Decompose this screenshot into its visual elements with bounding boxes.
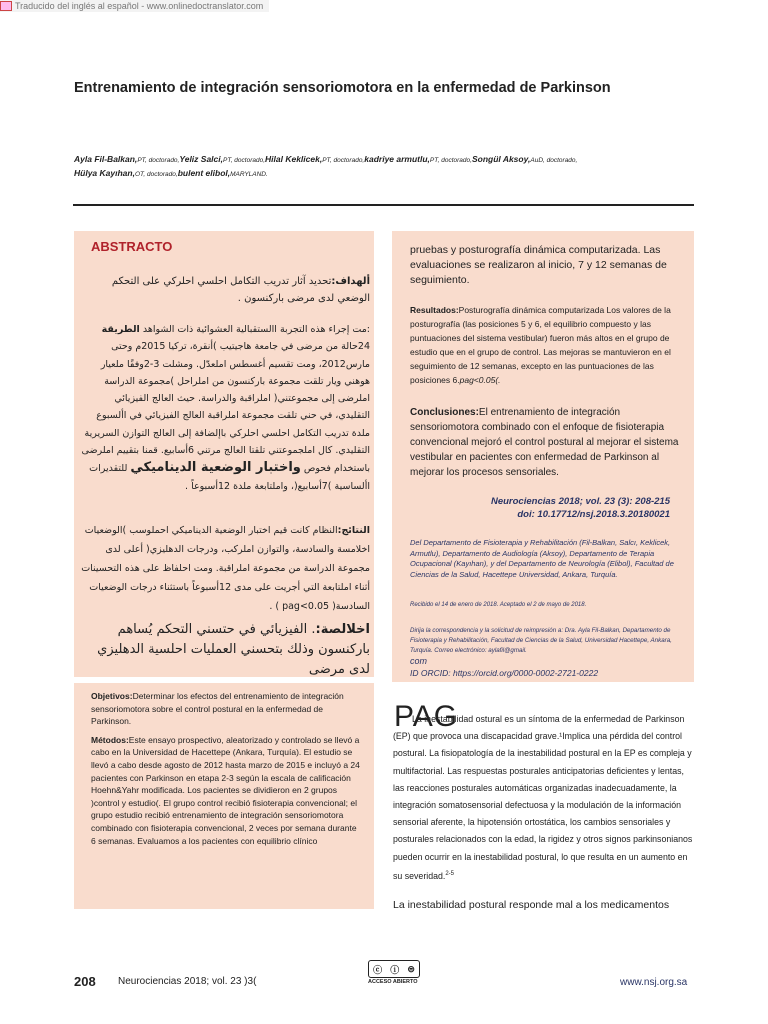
arabic-methods-label: الطريقة bbox=[101, 324, 140, 335]
arabic-objectives-label: ألهداف: bbox=[331, 276, 370, 287]
author-credentials: PT, doctorado, bbox=[222, 157, 266, 164]
author-name: kadriye armutlu, bbox=[364, 154, 430, 164]
body-intro: La inestabilidad ostural es un síntoma de la enfermedad de Parkinson (EP) que provoca una discapacidad grave.¹Implica una pérdida del control postural. La fisiopatología de la inestabilidad postural en la EP es compleja y multifactorial. Las respuestas posturales anticipatorias deficientes y lentas, las reacciones posturales automáticas organizadas inadecuadamente, la integración somatosensorial defectuosa y la modulación de la información sensorial aferente, la hipotensión ortostática, los cambios sensoriales y posturales relacionados con la edad, la rigidez y otros signos parkinsonianos pueden ocurrir en la inestabilidad postural, lo que resulta en un aumento en su severidad.$^{2-5}$ bbox=[393, 714, 693, 881]
abstract-heading: ABSTRACTO bbox=[91, 239, 173, 254]
methods-paragraph: Métodos:Este ensayo prospectivo, aleatorizado y controlado se llevó a cabo en la Universidad de Hacettepe (Ankara, Turquía). El estudio se llevó a cabo desde agosto de 2012 hasta marzo de 2015 e incluyó a 24 pacientes con Parkinson en etapa 2-3 según la escala de calificación Hoehn&Yahr modificada. Los pacientes se dividieron en 2 grupos )control y estudio(. El grupo control recibió fisioterapia convencional; el grupo estudio recibió entrenamiento de integración sensoriomotora combinado con fisioterapia convencional, 2 veces por semana durante 6 semanas. Evaluamos a los pacientes con equilibrio clínico bbox=[91, 734, 360, 846]
arabic-objectives: ألهداف:تحديد آثار تدريب التكامل احلسي احلركي على التحكم الوضعي لدى مرضى باركنسون . bbox=[111, 276, 370, 304]
translation-banner[interactable] bbox=[0, 0, 269, 12]
body-next-line: La inestabilidad postural responde mal a los medicamentos bbox=[393, 899, 670, 911]
journal-url[interactable]: www.nsj.org.sa bbox=[620, 977, 688, 988]
document-icon bbox=[0, 1, 12, 11]
objectives-paragraph: Objetivos:Determinar los efectos del entrenamiento de integración sensoriomotora sobre el control postural en la enfermedad de Parkinson. bbox=[91, 691, 344, 727]
banner-text[interactable]: Traducido del inglés al español - www.onlinedoctranslator.com bbox=[15, 1, 264, 11]
footer-journal: Neurociencias 2018; vol. 23 )3( bbox=[118, 976, 257, 987]
author-credentials: PT, doctorado, bbox=[322, 157, 365, 164]
correspondence: Dirija la correspondencia y la solicitud de reimpresión a: Dra. Ayla Fil-Balkan, Departamento de Fisioterapia y Rehabilitación, Facultad de Ciencias de la Salud, Universidad Hacettepe, Ankara, Turquía. Correo electrónico: aylafil@gmail. bbox=[410, 627, 672, 654]
divider bbox=[73, 204, 694, 206]
author-name: Hilal Keklicek, bbox=[265, 154, 323, 164]
arabic-conclusion-label: اخلالصة: bbox=[315, 622, 370, 637]
author-name: Yeliz Salci, bbox=[179, 154, 223, 164]
author-name: Songül Aksoy, bbox=[471, 154, 531, 164]
author-credentials: OT, doctorado, bbox=[134, 171, 178, 178]
author-credentials: PT, doctorado, bbox=[137, 157, 180, 164]
by-icon: ⓘ bbox=[390, 964, 400, 975]
nc-icon: ⊜ bbox=[407, 963, 415, 974]
orcid-link[interactable]: ID ORCID: https://orcid.org/0000-0002-2721-0222 bbox=[410, 668, 599, 678]
affiliations: Del Departamento de Fisioterapia y Rehabilitación (Fil-Balkan, Salcı, Keklicek, Armutlu), Departamento de Audiología (Aksoy), Departamento de Terapia Ocupacional (Kayıhan), y del Departamento de Neurología (Elibol), Facultad de Ciencias de la Salud, Hacettepe Universidad, Ankara, Turquía. bbox=[410, 538, 674, 579]
doi-link[interactable]: doi: 10.17712/nsj.2018.3.20180021 bbox=[517, 509, 670, 520]
cc-icon: ⓒ bbox=[373, 964, 383, 975]
author-credentials: PT, doctorado, bbox=[429, 157, 472, 164]
author-credentials: AuD, doctorado, bbox=[530, 157, 578, 164]
email-domain: com bbox=[410, 656, 428, 666]
author-list bbox=[74, 153, 674, 181]
arabic-methods: :مت إجراء هذه التجربة االستقبالية العشوائية ذات الشواهد الطريقة 24حالة من مرضى في جامعة هاجيتيب )أنقرة، تركيا 2015م وحتى مارس2012، ومت تقسيم أغسطس املعدّل. ومشلت 3-2وفقًا ملعيار هوهني ويار تلقت مجموعة باركنسون من املراحل )مجموعة الدراسة املرضى إلى مجموعتني( املراقبة والدراسة. حيث العالج الفيزيائي التقليدي، في حني تلقت مجموعة املراقبة العالج الفيزيائي في األسبوع ملدة تدريب التكامل احلسي احلركي باإلضافة إلى العالج التوازن السريرية التقليدي. كال املجموعتني تلقتا العالج مرتني 6أسابيع. قمنا بتقييم املرضى باستخدام فحوص واختبار الوضعية الديناميكي للتقديرات األساسية )7أسابيع(، واملتابعة ملدة 12أسبوعاً . bbox=[81, 324, 370, 492]
arabic-conclusion: اخلالصة:. الفيزيائي في حتسني التحكم يُساهم باركنسون وذلك بتحسني العمليات احلسية الدهليزي لدى مرضى bbox=[97, 622, 370, 677]
arabic-results: النتائج:النظام كانت قيم اختبار الوضعية الديناميكي احملوسب )الوضعيات اخلامسة والسادسة، والتوازن املركب، ودرجات الدهليزي( أعلى لدى مجموعة الدراسة من مجموعة املراقبة. ومت احلفاظ على هذه التحسينات أثناء املتابعة التي أجريت على مدى 12أسبوعاً باستثناء درجات الوضعيات السادسة( pag<0.05 ) . bbox=[81, 525, 370, 612]
journal-citation: Neurociencias 2018; vol. 23 (3): 208-215 doi: 10.17712/nsj.2018.3.20180021 bbox=[410, 495, 670, 521]
received-dates: Recibido el 14 de enero de 2018. Aceptado el 2 de mayo de 2018. bbox=[410, 602, 587, 608]
article-title: Entrenamiento de integración sensoriomotora en la enfermedad de Parkinson bbox=[74, 80, 611, 96]
cc-license-icon[interactable] bbox=[368, 960, 420, 978]
author-name: bulent elibol, bbox=[177, 168, 231, 178]
page-number: 208 bbox=[74, 974, 96, 989]
author-name: Hülya Kayıhan, bbox=[74, 168, 135, 178]
conclusions-paragraph: Conclusiones:El entrenamiento de integración sensoriomotora combinado con el enfoque de fisioterapia convencional mejoró el control postural al mejorar el sistema vestibular en pacientes con enfermedad de Parkinson al mejorar los procesos sensoriales. bbox=[410, 407, 679, 478]
results-paragraph: Resultados:Posturografía dinámica computarizada Los valores de la posturografía (las posiciones 5 y 6, el equilibrio compuesto y las puntuaciones del sistema vestibular) fueron más altos en el grupo de estudio que en el grupo de control. Las mejoras se mantuvieron en el seguimiento de 12 semanas, excepto en las puntuaciones de las posiciones 6.pag<0.05(. bbox=[410, 305, 671, 385]
author-name: Ayla Fil-Balkan, bbox=[74, 154, 138, 164]
open-access-label: ACCESO ABIERTO bbox=[368, 979, 418, 985]
author-credentials: MARYLAND. bbox=[230, 171, 268, 178]
drop-cap: PAG bbox=[394, 700, 459, 733]
arabic-results-label: النتائج: bbox=[337, 525, 370, 536]
spanish-abstract bbox=[91, 690, 363, 853]
methods-continuation: pruebas y posturografía dinámica computarizada. Las evaluaciones se realizaron al inicio, 7 y 12 semanas de seguimiento. bbox=[410, 244, 667, 286]
